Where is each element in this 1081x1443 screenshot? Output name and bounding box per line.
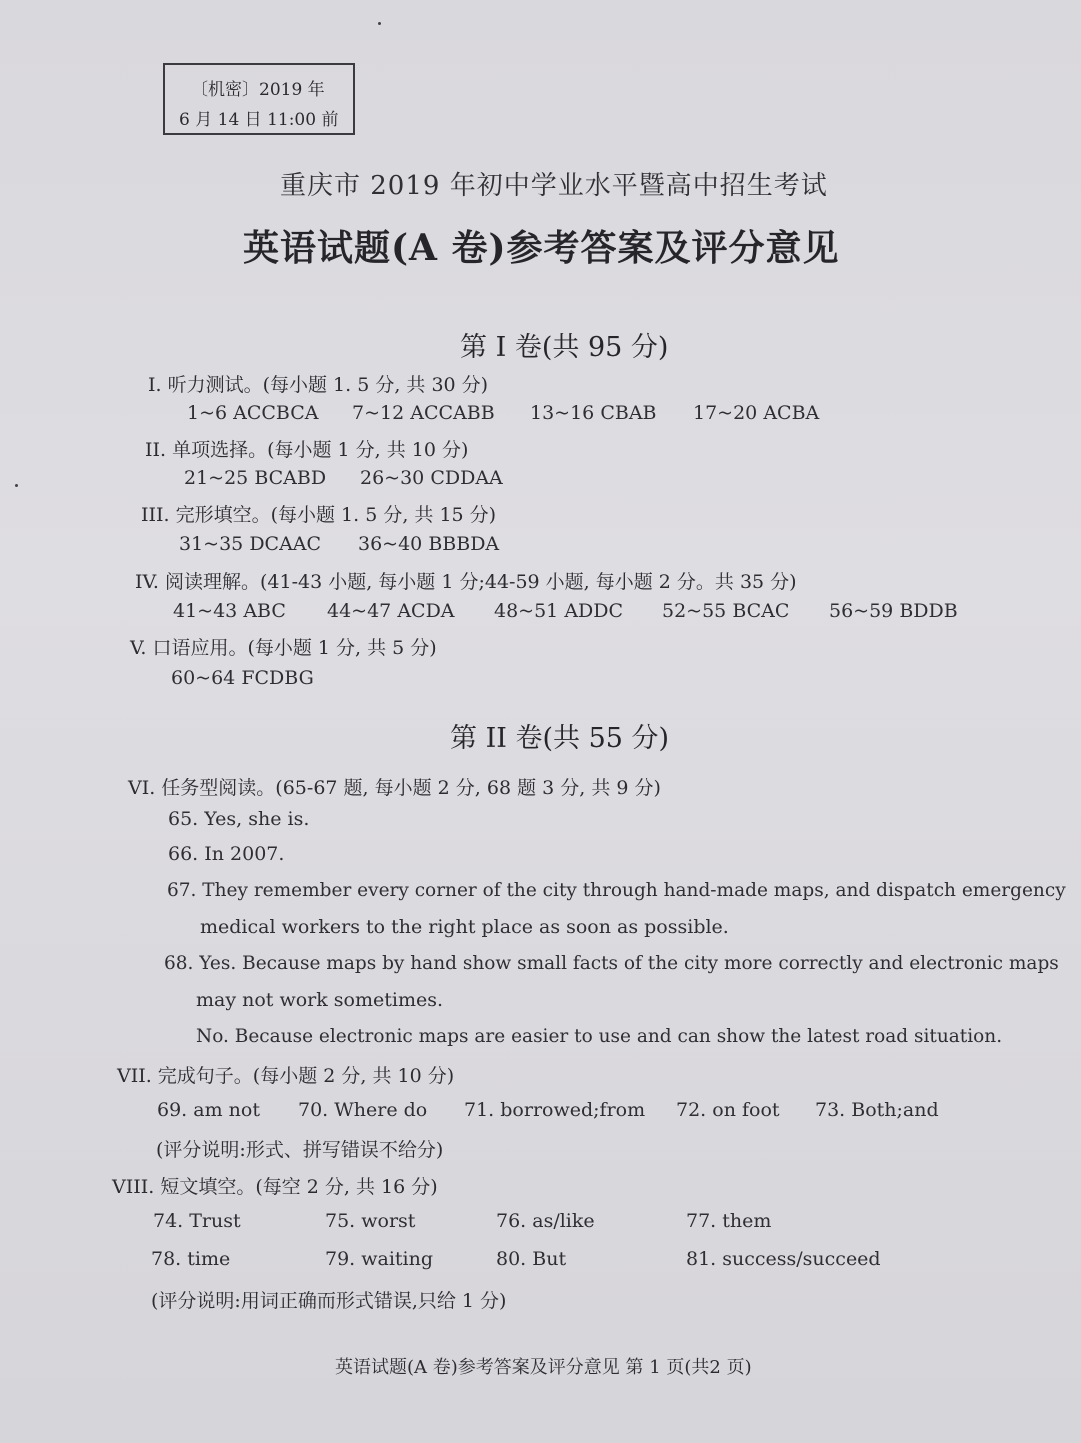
- answer-68-line-2: may not work sometimes.: [196, 989, 444, 1011]
- answer-group: 79. waiting: [325, 1248, 434, 1270]
- answer-group: 31~35 DCAAC: [179, 533, 322, 555]
- answer-group: 36~40 BBBDA: [358, 533, 500, 555]
- answer-group: 56~59 BDDB: [829, 600, 958, 622]
- section-6-heading: VI. 任务型阅读。(65-67 题, 每小题 2 分, 68 题 3 分, 共 9 分): [128, 777, 661, 799]
- volume-2-title: 第 II 卷(共 55 分): [450, 723, 670, 754]
- answer-group: 73. Both;and: [815, 1099, 939, 1121]
- document-title: 英语试题(A 卷)参考答案及评分意见: [243, 227, 840, 269]
- answer-group: 52~55 BCAC: [662, 600, 790, 622]
- section-4-heading: IV. 阅读理解。(41-43 小题, 每小题 1 分;44-59 小题, 每小题 2 分。共 35 分): [135, 571, 797, 593]
- speck: [15, 484, 18, 487]
- answer-group: 60~64 FCDBG: [171, 667, 314, 689]
- answer-68-line-1: 68. Yes. Because maps by hand show small facts of the city more correctly and electronic maps: [164, 953, 1059, 974]
- answer-group: 70. Where do: [298, 1099, 428, 1121]
- answer-65: 65. Yes, she is.: [168, 808, 310, 830]
- answer-68-line-3: No. Because electronic maps are easier to use and can show the latest road situation.: [196, 1026, 1003, 1047]
- section-8-heading: VIII. 短文填空。(每空 2 分, 共 16 分): [112, 1176, 438, 1198]
- answer-group: 44~47 ACDA: [327, 600, 455, 622]
- answer-group: 74. Trust: [153, 1210, 241, 1232]
- answer-67-line-1: 67. They remember every corner of the city through hand-made maps, and dispatch emergency: [167, 880, 1066, 901]
- section-1-heading: I. 听力测试。(每小题 1. 5 分, 共 30 分): [148, 374, 489, 396]
- answer-group: 48~51 ADDC: [494, 600, 624, 622]
- answer-group: 81. success/succeed: [686, 1248, 881, 1270]
- answer-group: 69. am not: [157, 1099, 260, 1121]
- answer-group: 17~20 ACBA: [693, 402, 820, 424]
- section-2-heading: II. 单项选择。(每小题 1 分, 共 10 分): [145, 439, 469, 461]
- answer-group: 76. as/like: [496, 1210, 595, 1232]
- answer-group: 72. on foot: [676, 1099, 780, 1121]
- volume-1-title: 第 I 卷(共 95 分): [460, 332, 669, 363]
- confidential-box: [163, 63, 355, 135]
- answer-group: 13~16 CBAB: [530, 402, 657, 424]
- section-8-note: (评分说明:用词正确而形式错误,只给 1 分): [151, 1290, 507, 1312]
- answer-group: 71. borrowed;from: [464, 1099, 646, 1121]
- answer-group: 41~43 ABC: [173, 600, 286, 622]
- section-5-heading: V. 口语应用。(每小题 1 分, 共 5 分): [130, 637, 437, 659]
- answer-group: 78. time: [151, 1248, 231, 1270]
- speck: [378, 22, 381, 25]
- section-3-heading: III. 完形填空。(每小题 1. 5 分, 共 15 分): [141, 504, 497, 526]
- answer-group: 77. them: [686, 1210, 772, 1232]
- answer-group: 80. But: [496, 1248, 567, 1270]
- answer-group: 21~25 BCABD: [184, 467, 327, 489]
- confidential-line-2: 6 月 14 日 11:00 前: [179, 110, 339, 130]
- answer-group: 75. worst: [325, 1210, 416, 1232]
- answer-group: 26~30 CDDAA: [360, 467, 503, 489]
- answer-group: 1~6 ACCBCA: [187, 402, 319, 424]
- page-footer: 英语试题(A 卷)参考答案及评分意见 第 1 页(共2 页): [335, 1357, 752, 1378]
- answer-group: 7~12 ACCABB: [352, 402, 495, 424]
- exam-title: 重庆市 2019 年初中学业水平暨高中招生考试: [280, 171, 828, 201]
- section-7-note: (评分说明:形式、拼写错误不给分): [156, 1139, 444, 1161]
- answer-66: 66. In 2007.: [168, 843, 285, 865]
- answer-67-line-2: medical workers to the right place as soon as possible.: [200, 916, 729, 938]
- confidential-line-1: 〔机密〕2019 年: [191, 80, 325, 100]
- section-7-heading: VII. 完成句子。(每小题 2 分, 共 10 分): [117, 1065, 455, 1087]
